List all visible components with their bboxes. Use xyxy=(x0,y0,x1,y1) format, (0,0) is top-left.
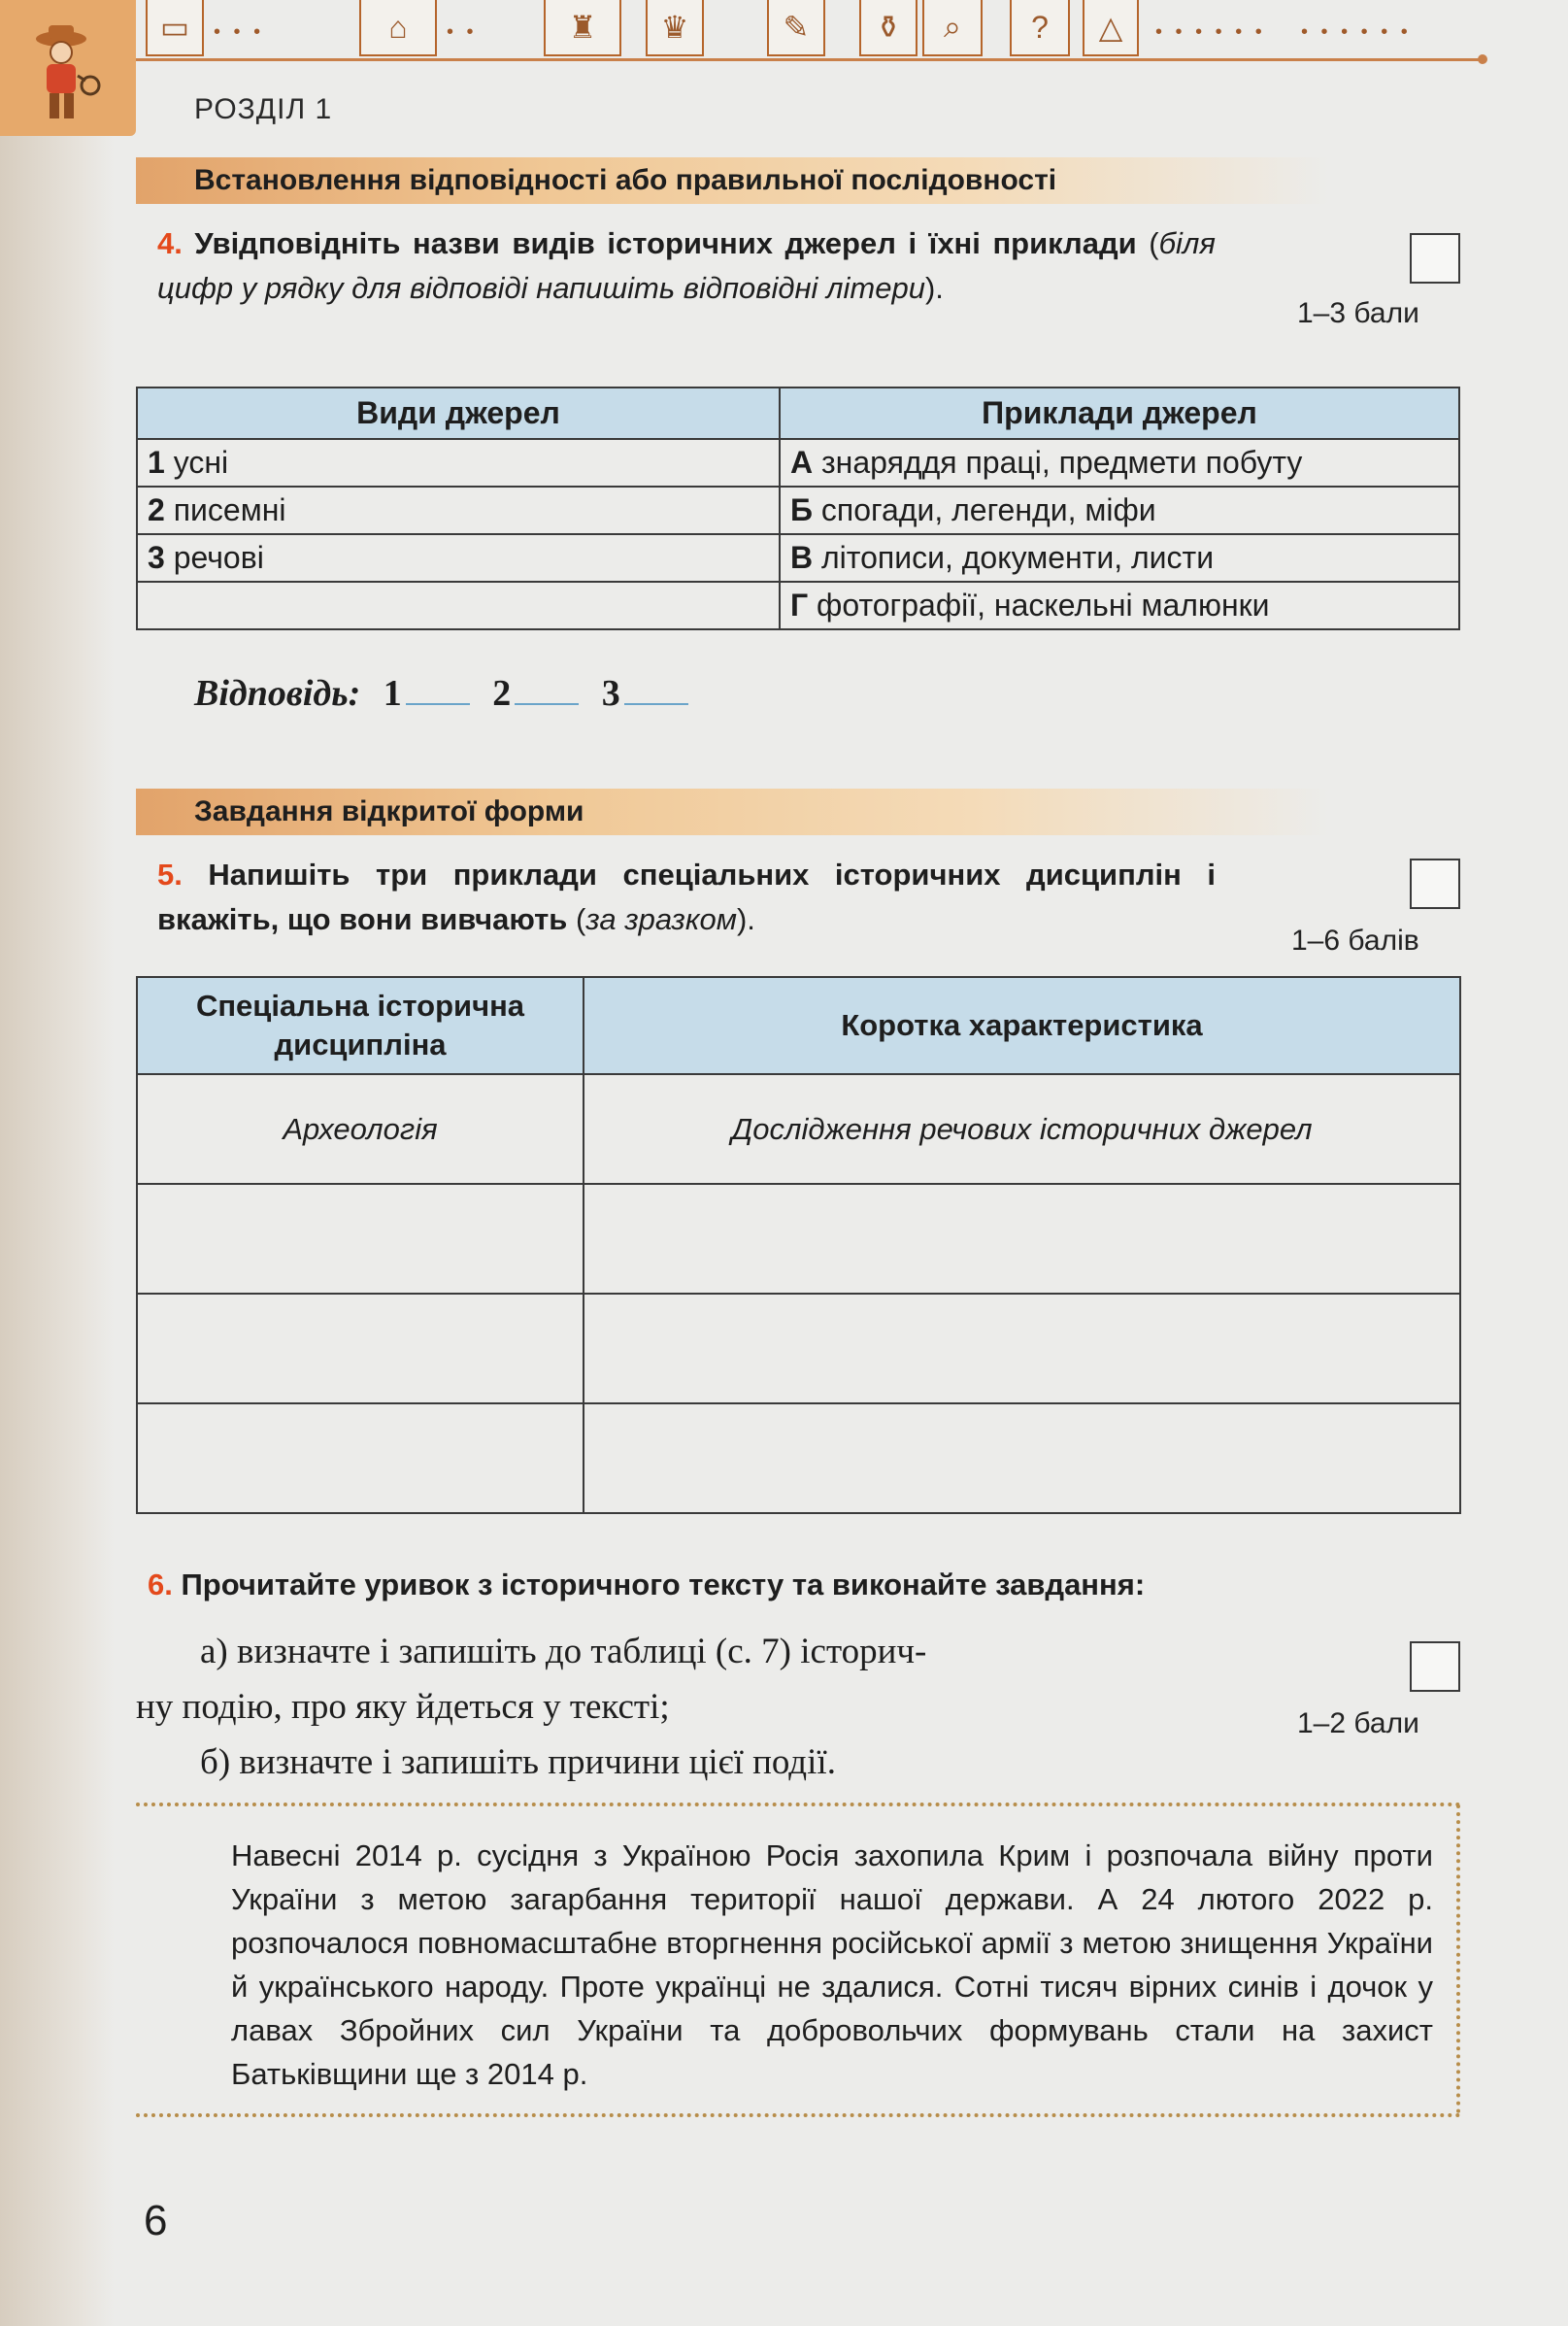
table-header-right: Коротка характеристика xyxy=(584,977,1460,1074)
section-bar-matching xyxy=(136,157,1330,204)
question-6 xyxy=(148,1568,1145,1602)
question-italic-text: за зразком xyxy=(585,902,737,936)
table-header-left: Спеціальна історична дисципліна xyxy=(137,977,584,1074)
table-cell-right xyxy=(780,534,1459,582)
lamp-icon: △ xyxy=(1083,0,1139,56)
row-text: писемні xyxy=(173,492,286,527)
castle-icon: ♜ xyxy=(544,0,621,56)
section-label: РОЗДІЛ 1 xyxy=(194,93,333,125)
temple-icon: ⌂ xyxy=(359,0,437,56)
answer-blank-3[interactable] xyxy=(624,676,688,705)
row-text: фотографії, наскельні малюнки xyxy=(817,588,1270,623)
passage-border-right xyxy=(1456,1804,1460,2113)
example-discipline: Археологія xyxy=(137,1074,584,1184)
table-row xyxy=(137,582,1459,629)
table-row xyxy=(137,1074,1460,1184)
table-cell-left xyxy=(137,439,780,487)
blank-cell[interactable] xyxy=(137,1294,584,1403)
band-dots: • • • xyxy=(214,21,265,43)
chest-icon: ▭ xyxy=(146,0,204,56)
blank-cell[interactable] xyxy=(584,1184,1460,1294)
row-number: 1 xyxy=(148,445,165,480)
historical-passage xyxy=(173,1834,1433,2096)
score-box-q5[interactable] xyxy=(1410,859,1460,909)
question-bold-text: Напишіть три приклади спеціальних історичних дисциплін і вкажіть, що вони вивчають xyxy=(157,858,1216,936)
question-number: 4. xyxy=(157,226,183,260)
task-a-line-2: ну подію, про яку йдеться у тексті; xyxy=(136,1687,670,1727)
corner-illustration xyxy=(0,0,136,136)
table-header-right: Приклади джерел xyxy=(780,388,1459,439)
question-bold-text: Увідповідніть назви видів історичних джерел і їхні приклади xyxy=(194,226,1137,260)
table-header-row xyxy=(137,977,1460,1074)
page-edge xyxy=(0,0,115,2326)
score-box-q6[interactable] xyxy=(1410,1641,1460,1692)
score-label-q4: 1–3 бали xyxy=(1297,297,1419,329)
passage-border-top xyxy=(136,1803,1461,1806)
passage-border-bottom xyxy=(136,2113,1461,2117)
sources-table xyxy=(136,387,1460,630)
passage-text: Навесні 2014 р. сусідня з Україною Росія захопила Крим і розпочала війну проти України з метою загарбання території нашої держави. А 24 лютого 2022 р. розпочалося повномасштабне вторгнення російської армії з метою знищення України й українського народу. Проте українці не здалися. Сотні тисяч вірних синів і дочок у лавах Збройних сил України та добровольчих формувань стали на захист Батьківщини ще з 2014 р. xyxy=(231,1838,1433,2091)
table-header-left: Види джерел xyxy=(137,388,780,439)
row-number: 3 xyxy=(148,540,165,575)
section-bar-open xyxy=(136,789,1330,835)
table-row xyxy=(137,1403,1460,1513)
paren-open: ( xyxy=(575,902,586,936)
score-label-q5: 1–6 балів xyxy=(1291,925,1419,957)
answer-line-q4 xyxy=(194,672,688,715)
paren-open: ( xyxy=(1149,226,1159,260)
row-text: усні xyxy=(173,445,229,480)
question-italic-text: біля цифр у рядку для відповіді напишіть відповідні літери xyxy=(157,226,1216,305)
blank-cell[interactable] xyxy=(584,1403,1460,1513)
book-magnifier-icon: ⌕ xyxy=(922,0,983,56)
question-4 xyxy=(157,221,1216,311)
question-6-tasks xyxy=(136,1624,1223,1790)
question-bold-text: Прочитайте уривок з історичного тексту та виконайте завдання: xyxy=(181,1568,1146,1601)
row-letter: А xyxy=(790,445,814,480)
blank-cell[interactable] xyxy=(584,1294,1460,1403)
row-text: літописи, документи, листи xyxy=(821,540,1215,575)
score-label-q6: 1–2 бали xyxy=(1297,1707,1419,1739)
table-cell-left xyxy=(137,582,780,629)
question-number: 6. xyxy=(148,1568,173,1601)
question-pyramid-icon: ? xyxy=(1010,0,1070,56)
page-number: 6 xyxy=(144,2197,168,2244)
table-row xyxy=(137,534,1459,582)
answer-blank-2[interactable] xyxy=(515,676,579,705)
section-bar-title: Встановлення відповідності або правильної послідовності xyxy=(194,164,1057,196)
row-text: спогади, легенди, міфи xyxy=(820,492,1156,527)
task-b-line: б) визначте і запишіть причини цієї події. xyxy=(200,1742,836,1782)
row-letter: В xyxy=(790,540,814,575)
table-cell-left xyxy=(137,534,780,582)
row-letter: Б xyxy=(790,492,813,527)
row-letter: Г xyxy=(790,588,809,623)
disciplines-table xyxy=(136,976,1461,1514)
example-description: Дослідження речових історичних джерел xyxy=(584,1074,1460,1184)
top-decorative-band xyxy=(136,0,1485,60)
answer-blank-1[interactable] xyxy=(406,676,470,705)
table-cell-left xyxy=(137,487,780,534)
band-dots: • • • • • • xyxy=(1155,21,1266,43)
vase-icon: ⚱ xyxy=(859,0,917,56)
top-divider-dot xyxy=(1478,54,1487,64)
section-bar-title: Завдання відкритої форми xyxy=(194,795,584,827)
table-row xyxy=(137,487,1459,534)
crown-icon: ♛ xyxy=(646,0,704,56)
band-dots: • • xyxy=(447,21,478,43)
question-number: 5. xyxy=(157,858,183,892)
band-dots: • • • • • • xyxy=(1301,21,1412,43)
table-header-row xyxy=(137,388,1459,439)
table-cell-right xyxy=(780,439,1459,487)
top-divider-line xyxy=(136,58,1485,61)
table-row xyxy=(137,1184,1460,1294)
task-a-line-1: а) визначте і запишіть до таблиці (с. 7) історич- xyxy=(200,1632,927,1671)
explorer-icon xyxy=(17,17,115,124)
table-cell-right xyxy=(780,487,1459,534)
table-row xyxy=(137,439,1459,487)
row-number: 2 xyxy=(148,492,165,527)
answer-label: Відповідь: xyxy=(194,673,361,714)
scroll-icon: ✎ xyxy=(767,0,825,56)
paren-close: ). xyxy=(924,271,944,305)
answer-number-3: 3 xyxy=(601,673,620,714)
answer-number-2: 2 xyxy=(492,673,512,714)
blank-cell[interactable] xyxy=(137,1403,584,1513)
answer-number-1: 1 xyxy=(383,673,402,714)
question-5 xyxy=(157,853,1216,942)
paren-close: ). xyxy=(736,902,755,936)
table-row xyxy=(137,1294,1460,1403)
row-text: знаряддя праці, предмети побуту xyxy=(821,445,1303,480)
row-text: речові xyxy=(173,540,264,575)
table-cell-right xyxy=(780,582,1459,629)
blank-cell[interactable] xyxy=(137,1184,584,1294)
score-box-q4[interactable] xyxy=(1410,233,1460,284)
